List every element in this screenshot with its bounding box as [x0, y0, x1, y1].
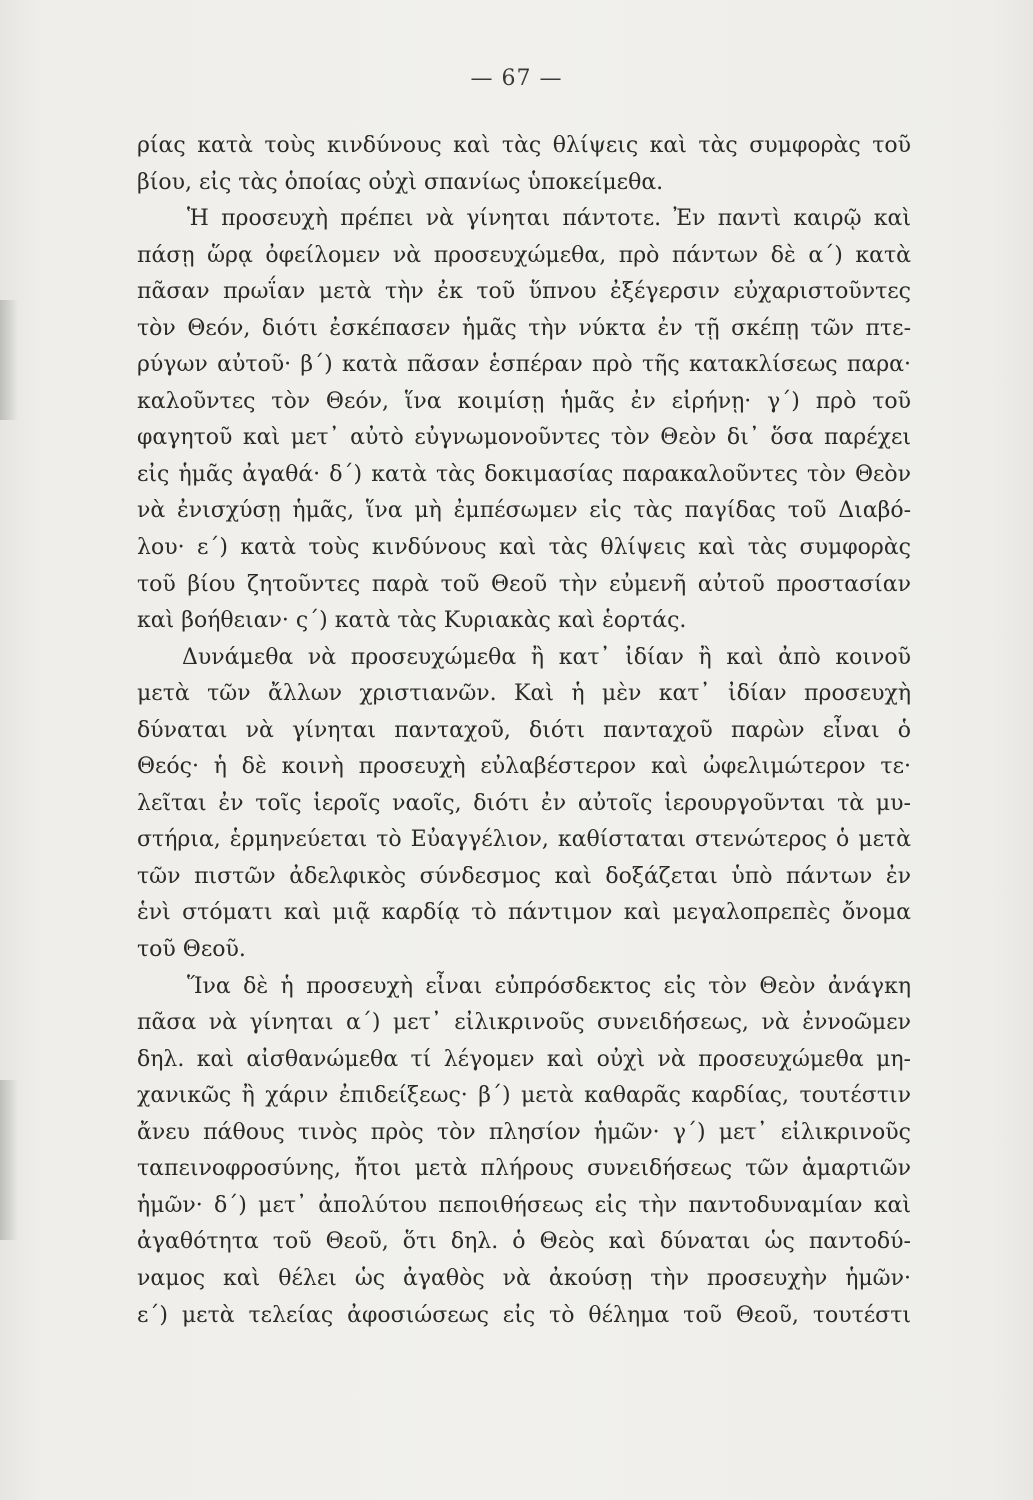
text-line: Δυνάμεθα νὰ προσευχώμεθα ἢ κατ᾽ ἰδίαν ἢ καὶ ἀπὸ κοινοῦ	[182, 644, 911, 670]
text-line: τῶν πιστῶν ἀδελφικὸς σύνδεσμος καὶ δοξάζεται ὑπὸ πάντων ἐν	[137, 863, 911, 889]
text-line: τοῦ Θεοῦ.	[137, 937, 246, 963]
text-line: εἰς ἡμᾶς ἀγαθά· δ΄) κατὰ τὰς δοκιμασίας παρακαλοῦντες τὸν Θεὸν	[137, 461, 911, 487]
text-line: βίου, εἰς τὰς ὁποίας οὐχὶ σπανίως ὑποκείμεθα.	[137, 169, 664, 195]
body-text	[137, 128, 911, 1334]
text-line: καὶ βοήθειαν· ς΄) κατὰ τὰς Κυριακὰς καὶ ἑορτάς.	[137, 608, 687, 634]
text-line: Ἵνα δὲ ἡ προσευχὴ εἶναι εὐπρόσδεκτος εἰς τὸν Θεὸν ἀνάγκη	[187, 973, 911, 999]
text-line: φαγητοῦ καὶ μετ᾽ αὐτὸ εὐγνωμονοῦντες τὸν Θεὸν δι᾽ ὅσα παρέχει	[137, 425, 911, 451]
text-line: ἄνευ πάθους τινὸς πρὸς τὸν πλησίον ἡμῶν· γ΄) μετ᾽ εἰλικρινοῦς	[137, 1119, 911, 1145]
text-line: Ἡ προσευχὴ πρέπει νὰ γίνηται πάντοτε. Ἐν παντὶ καιρῷ καὶ	[187, 206, 911, 232]
text-line: τοῦ βίου ζητοῦντες παρὰ τοῦ Θεοῦ τὴν εὐμενῆ αὐτοῦ προστασίαν	[137, 571, 911, 597]
page-edge-shadow	[0, 300, 18, 420]
text-line: πᾶσαν πρωΐαν μετὰ τὴν ἐκ τοῦ ὕπνου ἐξέγερσιν εὐχαριστοῦντες	[137, 279, 911, 305]
text-line: χανικῶς ἢ χάριν ἐπιδείξεως· β΄) μετὰ καθαρᾶς καρδίας, τουτέστιν	[137, 1083, 911, 1109]
text-line: ἀγαθότητα τοῦ Θεοῦ, ὅτι δηλ. ὁ Θεὸς καὶ δύναται ὡς παντοδύ-	[137, 1229, 911, 1255]
text-line: λου· ε΄) κατὰ τοὺς κινδύνους καὶ τὰς θλίψεις καὶ τὰς συμφορὰς	[137, 535, 911, 561]
page-number: — 67 —	[470, 66, 563, 91]
text-line: ρίας κατὰ τοὺς κινδύνους καὶ τὰς θλίψεις καὶ τὰς συμφορὰς τοῦ	[137, 133, 911, 158]
text-line: τὸν Θεόν, διότι ἐσκέπασεν ἡμᾶς τὴν νύκτα ἐν τῇ σκέπῃ τῶν πτε-	[137, 315, 911, 341]
text-line: ἡμῶν· δ΄) μετ᾽ ἀπολύτου πεποιθήσεως εἰς τὴν παντοδυναμίαν καὶ	[137, 1192, 911, 1218]
page-edge-shadow-lower	[0, 1080, 18, 1240]
text-line: πάσῃ ὥρᾳ ὀφείλομεν νὰ προσευχώμεθα, πρὸ πάντων δὲ α΄) κατὰ	[137, 242, 911, 268]
text-line: λεῖται ἐν τοῖς ἱεροῖς ναοῖς, διότι ἐν αὐτοῖς ἱερουργοῦνται τὰ μυ-	[137, 790, 911, 816]
text-line: ναμος καὶ θέλει ὡς ἀγαθὸς νὰ ἀκούσῃ τὴν προσευχὴν ἡμῶν·	[137, 1265, 911, 1291]
text-line: δηλ. καὶ αἰσθανώμεθα τί λέγομεν καὶ οὐχὶ νὰ προσευχώμεθα μη-	[137, 1046, 911, 1072]
text-line: πᾶσα νὰ γίνηται α΄) μετ᾽ εἰλικρινοῦς συνειδήσεως, νὰ ἐννοῶμεν	[137, 1010, 911, 1036]
text-line: ε΄) μετὰ τελείας ἀφοσιώσεως εἰς τὸ θέλημα τοῦ Θεοῦ, τουτέστι	[137, 1302, 911, 1328]
text-line: δύναται νὰ γίνηται πανταχοῦ, διότι πανταχοῦ παρὼν εἶναι ὁ	[137, 717, 911, 743]
text-line: νὰ ἐνισχύσῃ ἡμᾶς, ἵνα μὴ ἐμπέσωμεν εἰς τὰς παγίδας τοῦ Διαβό-	[137, 498, 911, 524]
text-line: ταπεινοφροσύνης, ἤτοι μετὰ πλήρους συνειδήσεως τῶν ἁμαρτιῶν	[137, 1156, 911, 1182]
text-line: καλοῦντες τὸν Θεόν, ἵνα κοιμίσῃ ἡμᾶς ἐν εἰρήνῃ· γ΄) πρὸ τοῦ	[137, 388, 911, 414]
text-line: μετὰ τῶν ἄλλων χριστιανῶν. Καὶ ἡ μὲν κατ᾽ ἰδίαν προσευχὴ	[137, 681, 911, 707]
text-line: ἑνὶ στόματι καὶ μιᾷ καρδίᾳ τὸ πάντιμον καὶ μεγαλοπρεπὲς ὄνομα	[137, 900, 911, 926]
text-line: ρύγων αὐτοῦ· β΄) κατὰ πᾶσαν ἑσπέραν πρὸ τῆς κατακλίσεως παρα·	[137, 352, 911, 378]
text-line: στήρια, ἑρμηνεύεται τὸ Εὐαγγέλιον, καθίσταται στενώτερος ὁ μετὰ	[137, 827, 911, 853]
text-line: Θεός· ἡ δὲ κοινὴ προσευχὴ εὐλαβέστερον καὶ ὠφελιμώτερον τε·	[137, 754, 911, 780]
